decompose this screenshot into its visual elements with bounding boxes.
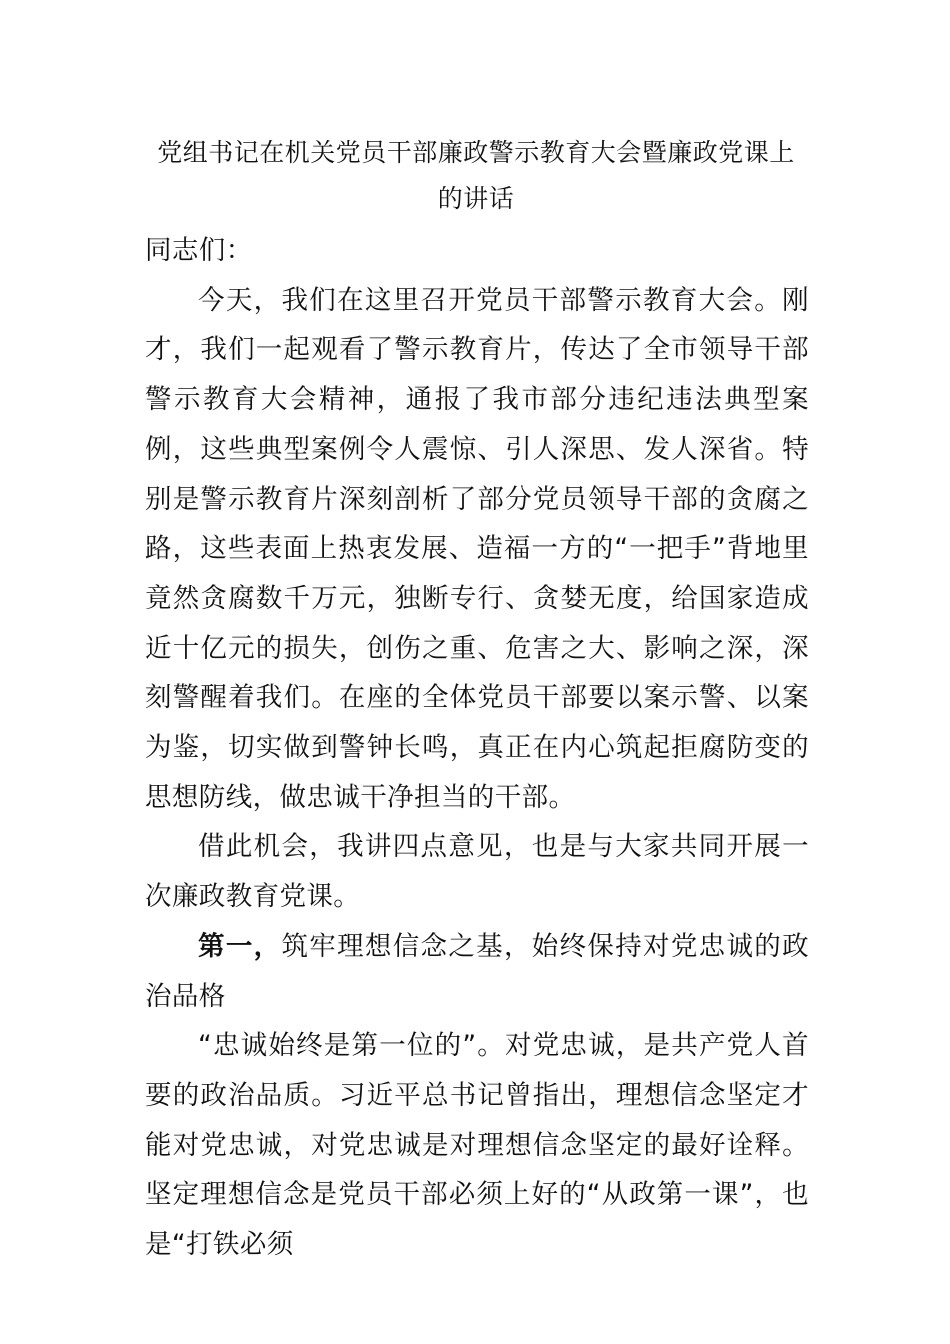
body-paragraph: “忠诚始终是第一位的”。对党忠诚，是共产党人首要的政治品质。习近平总书记曾指出，理想信念坚定才能对党忠诚，对党忠诚是对理想信念坚定的最好诠释。坚定理想信念是党员干部必须上好的“从政第一课”，也是“打铁必须 [145, 1030, 809, 1261]
title-line-1: 党组书记在机关党员干部廉政警示教育大会暨廉政党课上 [157, 138, 795, 167]
section-heading-text: 筑牢理想信念之基，始终保持对党忠诚的政治品格 [145, 930, 809, 1012]
salutation: 同志们： [145, 235, 253, 266]
body-paragraph: 今天，我们在这里召开党员干部警示教育大会。刚才，我们一起观看了警示教育片，传达了全市领导干部警示教育大会精神，通报了我市部分违纪违法典型案例，这些典型案例令人震惊、引人深思、发人深省。特别是警示教育片深刻剖析了部分党员领导干部的贪腐之路，这些表面上热衷发展、造福一方的“一把手”背地里竟然贪腐数千万元，独断专行、贪婪无度，给国家造成近十亿元的损失，创伤之重、危害之大、影响之深，深刻警醒着我们。在座的全体党员干部要以案示警、以案为鉴，切实做到警钟长鸣，真正在内心筑起拒腐防变的思想防线，做忠诚干净担当的干部。 [145, 284, 809, 813]
document-body [145, 226, 809, 1270]
section-heading [145, 922, 809, 1021]
title-line-2: 的讲话 [437, 184, 515, 213]
section-heading-lead: 第一， [198, 930, 282, 962]
body-paragraph: 借此机会，我讲四点意见，也是与大家共同开展一次廉政教育党课。 [145, 831, 809, 913]
document-title [146, 130, 806, 222]
